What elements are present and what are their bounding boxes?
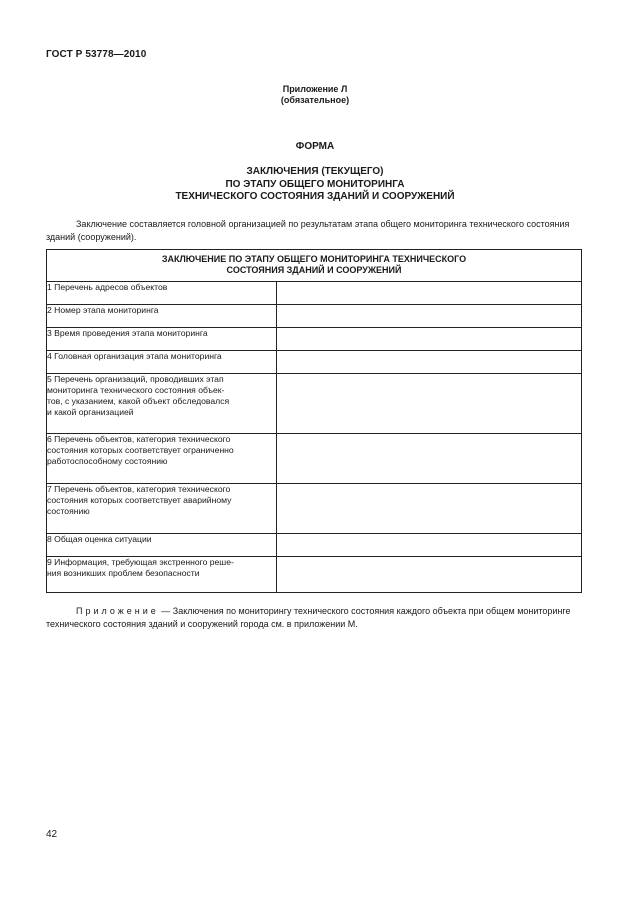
row-value-field[interactable] bbox=[277, 351, 582, 374]
row-label bbox=[47, 534, 277, 557]
row-label bbox=[47, 328, 277, 351]
table-header-line: ЗАКЛЮЧЕНИЕ ПО ЭТАПУ ОБЩЕГО МОНИТОРИНГА ТЕХНИЧЕСКОГО bbox=[161, 254, 467, 264]
row-label bbox=[47, 557, 277, 593]
note-text: — Заключения по мониторингу технического состояния каждого объекта при общем мониторинге технического состояния зданий и сооружений города см. в приложении М. bbox=[46, 606, 571, 629]
row-label-line: 4 Головная организация этапа мониторинга bbox=[47, 351, 222, 361]
row-value-field[interactable] bbox=[277, 305, 582, 328]
row-value-field[interactable] bbox=[277, 374, 582, 434]
table-row bbox=[47, 484, 582, 534]
row-label bbox=[47, 351, 277, 374]
row-label-line: 1 Перечень адресов объектов bbox=[47, 282, 168, 292]
row-label bbox=[47, 374, 277, 434]
appendix-status: (обязательное) bbox=[280, 95, 350, 105]
document-title bbox=[0, 166, 630, 204]
note-paragraph bbox=[46, 605, 584, 630]
document-code: ГОСТ Р 53778—2010 bbox=[46, 49, 147, 60]
table-header bbox=[47, 250, 582, 282]
row-label-line: 3 Время проведения этапа мониторинга bbox=[47, 328, 208, 338]
document-title-line: ПО ЭТАПУ ОБЩЕГО МОНИТОРИНГА bbox=[225, 178, 405, 190]
table-body bbox=[47, 282, 582, 593]
row-value-field[interactable] bbox=[277, 484, 582, 534]
table-row bbox=[47, 434, 582, 484]
row-label-line: 7 Перечень объектов, категория технического bbox=[47, 484, 231, 494]
row-label bbox=[47, 434, 277, 484]
row-value-field[interactable] bbox=[277, 557, 582, 593]
row-value-field[interactable] bbox=[277, 328, 582, 351]
table-header-row bbox=[47, 250, 582, 282]
row-label-line: состояния которых соответствует аварийному bbox=[47, 495, 232, 505]
table-header-line: СОСТОЯНИЯ ЗДАНИЙ И СООРУЖЕНИЙ bbox=[226, 265, 402, 275]
row-label-line: 9 Информация, требующая экстренного реше- bbox=[47, 557, 234, 567]
row-label bbox=[47, 282, 277, 305]
document-title-line: ТЕХНИЧЕСКОГО СОСТОЯНИЯ ЗДАНИЙ И СООРУЖЕНИЙ bbox=[175, 191, 455, 202]
row-label-line: и какой организацией bbox=[47, 407, 134, 417]
document-title-line: ЗАКЛЮЧЕНИЯ (ТЕКУЩЕГО) bbox=[246, 166, 384, 177]
row-label-line: 8 Общая оценка ситуации bbox=[47, 534, 152, 544]
row-label bbox=[47, 484, 277, 534]
appendix-heading bbox=[0, 84, 630, 106]
row-label-line: состояния которых соответствует ограниченно bbox=[47, 445, 234, 455]
table-row bbox=[47, 305, 582, 328]
row-label bbox=[47, 305, 277, 328]
row-value-field[interactable] bbox=[277, 282, 582, 305]
row-label-line: ния возникших проблем безопасности bbox=[47, 568, 200, 578]
row-label-line: тов, с указанием, какой объект обследовался bbox=[47, 396, 230, 406]
row-label-line: 6 Перечень объектов, категория технического bbox=[47, 434, 231, 444]
form-title: ФОРМА bbox=[295, 141, 335, 152]
table-row bbox=[47, 282, 582, 305]
conclusion-form-table bbox=[46, 249, 582, 593]
table-row bbox=[47, 328, 582, 351]
table-row bbox=[47, 534, 582, 557]
note-lead: Приложение bbox=[76, 606, 159, 616]
page-number: 42 bbox=[46, 829, 58, 840]
row-value-field[interactable] bbox=[277, 534, 582, 557]
table-row bbox=[47, 351, 582, 374]
table-row bbox=[47, 374, 582, 434]
intro-paragraph: Заключение составляется головной организацией по результатам этапа общего мониторинга технического состояния зданий (сооружений). bbox=[46, 219, 570, 242]
table-row bbox=[47, 557, 582, 593]
row-label-line: работоспособному состоянию bbox=[47, 456, 168, 466]
row-label-line: 5 Перечень организаций, проводивших этап bbox=[47, 374, 224, 384]
row-label-line: 2 Номер этапа мониторинга bbox=[47, 305, 159, 315]
row-label-line: мониторинга технического состояния объек- bbox=[47, 385, 225, 395]
appendix-title: Приложение Л bbox=[282, 84, 348, 94]
row-value-field[interactable] bbox=[277, 434, 582, 484]
row-label-line: состоянию bbox=[47, 506, 90, 516]
